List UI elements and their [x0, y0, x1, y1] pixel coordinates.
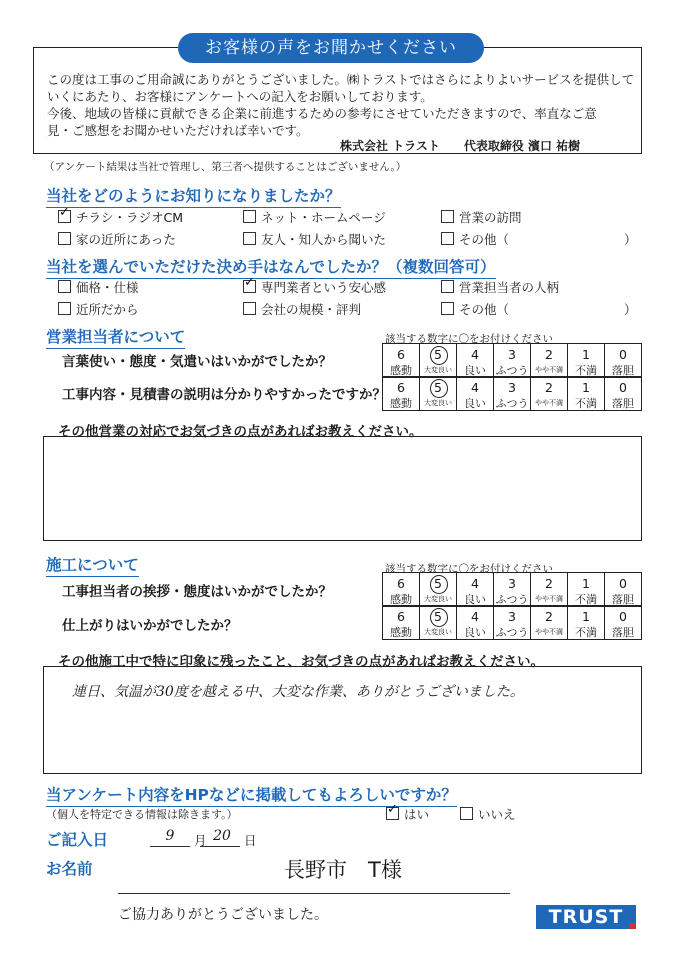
rating-label-cell — [383, 625, 420, 640]
q1-checkbox[interactable] — [243, 232, 256, 245]
name-underline — [118, 893, 510, 894]
q1-checkbox[interactable] — [441, 210, 454, 223]
handwritten-comment: 連日、気温が30度を越える中、大変な作業、ありがとうございました。 — [72, 684, 524, 700]
rating-label-cell — [531, 396, 568, 411]
form-title: お客様の声をお聞かせください — [178, 33, 484, 63]
rating-number: 2 — [545, 609, 553, 624]
rating-number: 2 — [545, 380, 553, 395]
rating-label-cell — [494, 396, 531, 411]
q1-option[interactable] — [441, 230, 509, 248]
q2-option[interactable] — [58, 300, 139, 318]
q2-option-label: 近所だから — [76, 302, 139, 317]
rating-label-cell — [420, 625, 457, 640]
rating-label: 感動 — [390, 592, 412, 606]
rating-label: ふつう — [495, 396, 529, 410]
q2-option-label: その他（ — [459, 302, 510, 317]
close-paren: ） — [624, 302, 637, 317]
q2-checkbox[interactable] — [243, 280, 256, 293]
intro-line: 今後、地域の皆様に貢献できる企業に前進するための参考にさせていただきますので、率直なご意 — [47, 106, 597, 121]
rating-number: 3 — [508, 347, 516, 362]
yes-checkbox[interactable] — [386, 807, 399, 820]
q2-title: 当社を選んでいただけた決め手はなんでしたか？（複数回答可） — [46, 255, 496, 279]
no-label: いいえ — [478, 807, 516, 822]
rating-number: 5 — [434, 347, 442, 362]
q1-checkbox[interactable] — [58, 210, 71, 223]
q1-option[interactable] — [58, 208, 183, 226]
rating-number: 4 — [471, 609, 479, 624]
trust-logo: TRUST — [536, 905, 636, 929]
rating-label: 良い — [464, 625, 486, 639]
q1-option-label: 友人・知人から聞いた — [261, 232, 387, 247]
rating-cell[interactable] — [383, 377, 420, 397]
rating-number: 1 — [582, 347, 590, 362]
day-underline — [200, 846, 240, 847]
rating-cell[interactable] — [568, 573, 605, 593]
rating-number: 5 — [434, 380, 442, 395]
month-underline — [150, 846, 190, 847]
rating-label: やや不満 — [535, 398, 563, 407]
sales-title: 営業担当者について — [46, 325, 185, 349]
day-unit: 日 — [244, 833, 257, 848]
q2-checkbox[interactable] — [243, 302, 256, 315]
rating-label-cell — [568, 625, 605, 640]
rating-cell[interactable] — [420, 573, 457, 593]
q2-option-label: 専門業者という安心感 — [261, 280, 387, 295]
construction-question: 仕上がりはいかがでしたか？ — [62, 618, 238, 634]
rating-label-cell — [457, 625, 494, 640]
rating-cell[interactable] — [605, 606, 642, 626]
close-paren: ） — [624, 232, 637, 247]
rating-number: 5 — [434, 609, 442, 624]
q1-option[interactable] — [243, 208, 386, 226]
name-label: お名前 — [46, 860, 93, 878]
rating-number: 4 — [471, 380, 479, 395]
rating-cell[interactable] — [494, 573, 531, 593]
intro-text — [47, 71, 637, 139]
rating-label: ふつう — [495, 625, 529, 639]
signature: 株式会社 トラスト 代表取締役 濱口 祐樹 — [340, 139, 581, 153]
rating-number: 2 — [545, 347, 553, 362]
q1-option[interactable] — [58, 230, 176, 248]
rating-table[interactable] — [382, 343, 642, 378]
construction-comment-box[interactable] — [43, 666, 642, 774]
rating-label: 良い — [464, 396, 486, 410]
rating-label: やや不満 — [535, 365, 563, 374]
rating-number: 1 — [582, 609, 590, 624]
intro-line: この度は工事のご用命誠にありがとうございました。㈱トラストではさらによりよいサービスを提供して — [47, 72, 635, 87]
q2-option[interactable] — [441, 278, 559, 296]
sales-question: 言葉使い・態度・気遣いはいかがでしたか？ — [62, 354, 332, 370]
rating-cell[interactable] — [605, 377, 642, 397]
rating-number: 6 — [397, 380, 405, 395]
rating-cell[interactable] — [383, 606, 420, 626]
rating-cell[interactable] — [420, 344, 457, 364]
rating-label: 感動 — [390, 363, 412, 377]
no-checkbox[interactable] — [460, 807, 473, 820]
q1-checkbox[interactable] — [441, 232, 454, 245]
rating-label: 大変良い — [424, 594, 452, 603]
rating-cell[interactable] — [531, 573, 568, 593]
q1-checkbox[interactable] — [243, 210, 256, 223]
q1-option-label: 営業の訪問 — [459, 210, 522, 225]
rating-label-cell — [568, 396, 605, 411]
rating-table[interactable] — [382, 376, 642, 411]
rating-label: 大変良い — [424, 398, 452, 407]
privacy-note: （アンケート結果は当社で管理し、第三者へ提供することはございません。） — [44, 161, 407, 173]
publish-title: 当アンケート内容をHPなどに掲載してもよろしいですか？ — [46, 783, 457, 807]
q1-option-label: その他（ — [459, 232, 510, 247]
q1-option-label: ネット・ホームページ — [261, 210, 386, 225]
rating-label: 落胆 — [612, 625, 634, 639]
yes-label: はい — [404, 807, 430, 822]
construction-question: 工事担当者の挨拶・態度はいかがでしたか？ — [62, 584, 332, 600]
rating-cell[interactable] — [568, 606, 605, 626]
rating-cell[interactable] — [420, 377, 457, 397]
q2-option-label: 営業担当者の人柄 — [459, 280, 560, 295]
rating-number: 6 — [397, 609, 405, 624]
rating-cell[interactable] — [568, 344, 605, 364]
rating-cell[interactable] — [494, 606, 531, 626]
rating-number: 2 — [545, 576, 553, 591]
rating-label: ふつう — [495, 363, 529, 377]
rating-label: 不満 — [575, 592, 597, 606]
intro-line: いくにあたり、お客様にアンケートへの記入をお願いしております。 — [47, 89, 433, 104]
q2-option-label: 会社の規模・評判 — [261, 302, 362, 317]
name-value: 長野市 T様 — [284, 858, 402, 882]
publish-yes[interactable] — [386, 805, 429, 823]
q2-checkbox[interactable] — [441, 280, 454, 293]
q1-option[interactable] — [441, 208, 522, 226]
rating-number: 1 — [582, 576, 590, 591]
rating-number: 3 — [508, 609, 516, 624]
rating-label: 不満 — [575, 396, 597, 410]
rating-cell[interactable] — [531, 344, 568, 364]
q2-checkbox[interactable] — [58, 280, 71, 293]
construction-title: 施工について — [46, 553, 139, 577]
rating-cell[interactable] — [420, 606, 457, 626]
q1-option-label: チラシ・ラジオCM — [76, 210, 184, 225]
q2-option[interactable] — [243, 278, 386, 296]
rating-label: 落胆 — [612, 396, 634, 410]
rating-table[interactable] — [382, 572, 642, 607]
q2-checkbox[interactable] — [58, 302, 71, 315]
q2-option-label: 価格・仕様 — [76, 280, 139, 295]
rating-label: やや不満 — [535, 594, 563, 603]
rating-cell[interactable] — [457, 377, 494, 397]
rating-label: 大変良い — [424, 365, 452, 374]
rating-hint: 該当する数字に〇をお付けください — [385, 563, 553, 575]
rating-label-cell — [531, 625, 568, 640]
rating-label: 落胆 — [612, 592, 634, 606]
date-month-value: 9 — [165, 828, 175, 844]
rating-number: 0 — [619, 576, 627, 591]
rating-cell[interactable] — [568, 377, 605, 397]
rating-number: 5 — [434, 576, 442, 591]
rating-cell[interactable] — [457, 344, 494, 364]
q2-checkbox[interactable] — [441, 302, 454, 315]
rating-hint: 該当する数字に〇をお付けください — [385, 333, 553, 345]
date-label: ご記入日 — [46, 831, 109, 849]
rating-label-cell — [605, 625, 642, 640]
q2-option[interactable] — [243, 300, 361, 318]
rating-label: 大変良い — [424, 627, 452, 636]
q1-option[interactable] — [243, 230, 386, 248]
rating-cell[interactable] — [383, 573, 420, 593]
q2-option[interactable] — [441, 300, 509, 318]
rating-cell[interactable] — [605, 573, 642, 593]
thanks-text: ご協力ありがとうございました。 — [118, 907, 328, 923]
rating-cell[interactable] — [383, 344, 420, 364]
rating-label: 感動 — [390, 396, 412, 410]
rating-label: 不満 — [575, 363, 597, 377]
rating-label: 良い — [464, 363, 486, 377]
rating-label-cell — [494, 625, 531, 640]
q1-checkbox[interactable] — [58, 232, 71, 245]
rating-label-cell — [420, 396, 457, 411]
rating-label: 良い — [464, 592, 486, 606]
rating-label: ふつう — [495, 592, 529, 606]
rating-number: 3 — [508, 380, 516, 395]
rating-label-cell — [383, 396, 420, 411]
rating-cell[interactable] — [494, 377, 531, 397]
rating-cell[interactable] — [531, 606, 568, 626]
rating-cell[interactable] — [457, 573, 494, 593]
rating-number: 4 — [471, 576, 479, 591]
month-unit: 月 — [194, 833, 207, 848]
rating-number: 0 — [619, 609, 627, 624]
rating-cell[interactable] — [494, 344, 531, 364]
rating-label: 落胆 — [612, 363, 634, 377]
q1-title: 当社をどのようにお知りになりましたか？ — [46, 184, 341, 208]
q2-option[interactable] — [58, 278, 139, 296]
rating-cell[interactable] — [605, 344, 642, 364]
rating-label: やや不満 — [535, 627, 563, 636]
rating-label: 不満 — [575, 625, 597, 639]
rating-label: 感動 — [390, 625, 412, 639]
logo-accent — [629, 923, 636, 929]
publish-no[interactable] — [460, 805, 516, 823]
rating-cell[interactable] — [457, 606, 494, 626]
rating-number: 0 — [619, 380, 627, 395]
rating-number: 6 — [397, 347, 405, 362]
construction-comment-prompt: その他施工中で特に印象に残ったこと、お気づきの点があればお教えください。 — [58, 654, 544, 670]
rating-label-cell — [457, 396, 494, 411]
rating-number: 6 — [397, 576, 405, 591]
rating-cell[interactable] — [531, 377, 568, 397]
publish-note: （個人を特定できる情報は除きます。） — [46, 808, 238, 821]
sales-question: 工事内容・見積書の説明は分かりやすかったですか？ — [62, 387, 386, 403]
rating-number: 4 — [471, 347, 479, 362]
date-day-value: 20 — [213, 828, 231, 844]
sales-comment-box[interactable] — [43, 436, 642, 541]
rating-number: 3 — [508, 576, 516, 591]
q1-option-label: 家の近所にあった — [76, 232, 176, 247]
rating-label-cell — [605, 396, 642, 411]
sales-comment-prompt: その他営業の対応でお気づきの点があればお教えください。 — [58, 424, 423, 440]
rating-table[interactable] — [382, 605, 642, 640]
rating-number: 1 — [582, 380, 590, 395]
intro-line: 見・ご感想をお聞かせいただければ幸いです。 — [47, 123, 309, 138]
rating-number: 0 — [619, 347, 627, 362]
